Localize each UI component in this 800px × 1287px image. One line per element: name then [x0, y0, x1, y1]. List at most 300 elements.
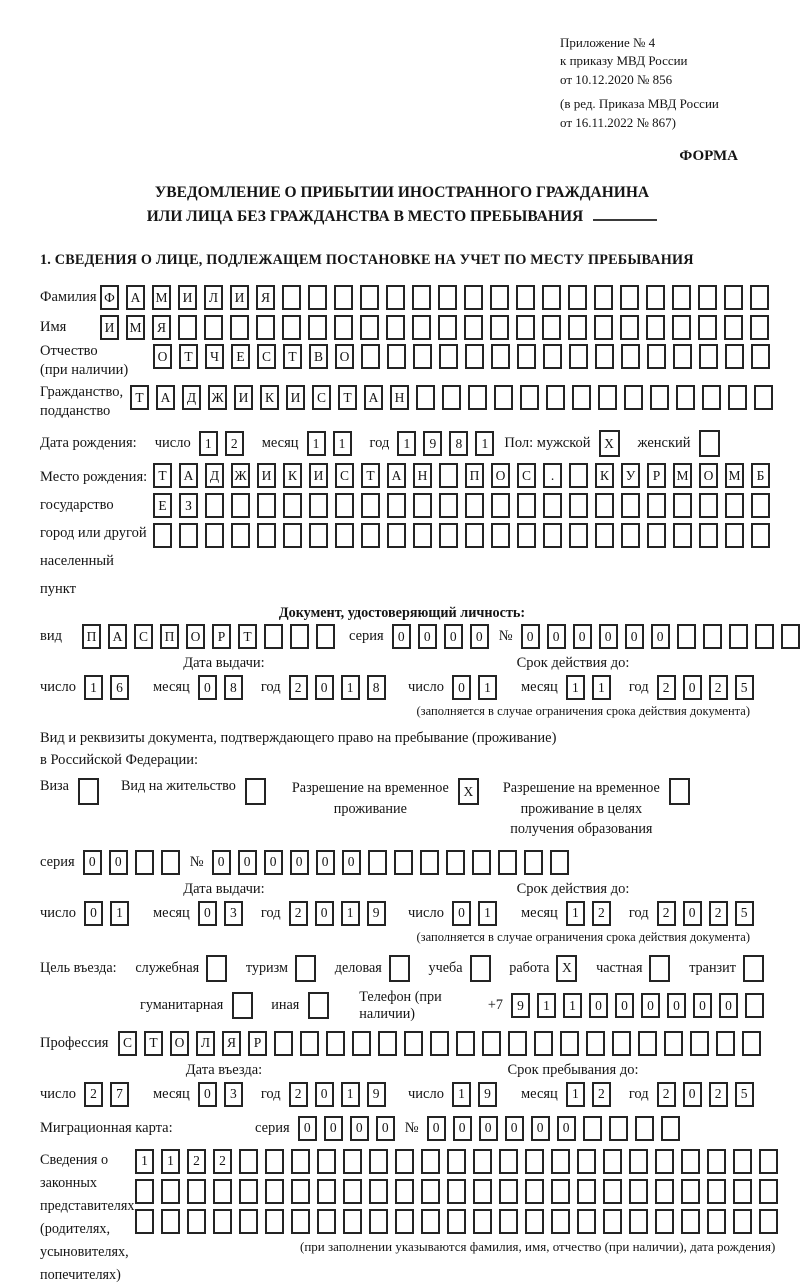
- char-cell[interactable]: [283, 523, 302, 548]
- char-cell[interactable]: [569, 344, 588, 369]
- residence-permit-checkbox[interactable]: [245, 778, 266, 805]
- char-cell[interactable]: 1: [84, 675, 103, 700]
- char-cell[interactable]: [543, 523, 562, 548]
- char-cell[interactable]: 0: [324, 1116, 343, 1141]
- char-cell[interactable]: [446, 850, 465, 875]
- char-cell[interactable]: 0: [315, 901, 334, 926]
- char-cell[interactable]: [308, 315, 327, 340]
- char-cell[interactable]: [352, 1031, 371, 1056]
- char-cell[interactable]: П: [82, 624, 101, 649]
- char-cell[interactable]: [781, 624, 800, 649]
- char-cell[interactable]: [755, 624, 774, 649]
- char-cell[interactable]: [465, 493, 484, 518]
- char-cell[interactable]: [577, 1149, 596, 1174]
- char-cell[interactable]: 0: [667, 993, 686, 1018]
- char-cell[interactable]: 0: [589, 993, 608, 1018]
- purpose-other-checkbox[interactable]: [308, 992, 329, 1019]
- char-cell[interactable]: [517, 344, 536, 369]
- char-cell[interactable]: [412, 315, 431, 340]
- char-cell[interactable]: [439, 493, 458, 518]
- char-cell[interactable]: И: [234, 385, 253, 410]
- char-cell[interactable]: У: [621, 463, 640, 488]
- char-cell[interactable]: 2: [657, 1082, 676, 1107]
- char-cell[interactable]: [525, 1209, 544, 1234]
- char-cell[interactable]: [716, 1031, 735, 1056]
- char-cell[interactable]: 1: [566, 901, 585, 926]
- char-cell[interactable]: 0: [719, 993, 738, 1018]
- char-cell[interactable]: 3: [224, 901, 243, 926]
- char-cell[interactable]: [360, 285, 379, 310]
- char-cell[interactable]: [646, 285, 665, 310]
- char-cell[interactable]: 0: [651, 624, 670, 649]
- char-cell[interactable]: [421, 1179, 440, 1204]
- char-cell[interactable]: 9: [511, 993, 530, 1018]
- char-cell[interactable]: О: [491, 463, 510, 488]
- char-cell[interactable]: Р: [647, 463, 666, 488]
- char-cell[interactable]: [621, 493, 640, 518]
- char-cell[interactable]: А: [387, 463, 406, 488]
- char-cell[interactable]: [681, 1179, 700, 1204]
- char-cell[interactable]: [702, 385, 721, 410]
- char-cell[interactable]: Т: [179, 344, 198, 369]
- char-cell[interactable]: 2: [289, 1082, 308, 1107]
- char-cell[interactable]: [438, 315, 457, 340]
- char-cell[interactable]: 1: [110, 901, 129, 926]
- char-cell[interactable]: Я: [222, 1031, 241, 1056]
- char-cell[interactable]: [745, 993, 764, 1018]
- char-cell[interactable]: [681, 1209, 700, 1234]
- char-cell[interactable]: [546, 385, 565, 410]
- char-cell[interactable]: [534, 1031, 553, 1056]
- char-cell[interactable]: И: [100, 315, 119, 340]
- char-cell[interactable]: [447, 1209, 466, 1234]
- char-cell[interactable]: [594, 315, 613, 340]
- char-cell[interactable]: [742, 1031, 761, 1056]
- char-cell[interactable]: И: [257, 463, 276, 488]
- char-cell[interactable]: А: [108, 624, 127, 649]
- char-cell[interactable]: 1: [452, 1082, 471, 1107]
- char-cell[interactable]: [673, 523, 692, 548]
- char-cell[interactable]: [421, 1149, 440, 1174]
- char-cell[interactable]: 1: [135, 1149, 154, 1174]
- char-cell[interactable]: [368, 850, 387, 875]
- char-cell[interactable]: [569, 493, 588, 518]
- char-cell[interactable]: 2: [657, 675, 676, 700]
- char-cell[interactable]: [647, 523, 666, 548]
- char-cell[interactable]: [707, 1209, 726, 1234]
- char-cell[interactable]: [416, 385, 435, 410]
- char-cell[interactable]: [733, 1209, 752, 1234]
- char-cell[interactable]: [568, 285, 587, 310]
- char-cell[interactable]: [698, 315, 717, 340]
- char-cell[interactable]: [499, 1149, 518, 1174]
- char-cell[interactable]: [265, 1179, 284, 1204]
- char-cell[interactable]: [369, 1209, 388, 1234]
- char-cell[interactable]: [673, 344, 692, 369]
- char-cell[interactable]: [733, 1179, 752, 1204]
- char-cell[interactable]: [439, 344, 458, 369]
- char-cell[interactable]: 0: [599, 624, 618, 649]
- char-cell[interactable]: [291, 1149, 310, 1174]
- char-cell[interactable]: [179, 523, 198, 548]
- char-cell[interactable]: [386, 285, 405, 310]
- char-cell[interactable]: [750, 285, 769, 310]
- char-cell[interactable]: З: [179, 493, 198, 518]
- char-cell[interactable]: [335, 493, 354, 518]
- char-cell[interactable]: [447, 1179, 466, 1204]
- char-cell[interactable]: [759, 1149, 778, 1174]
- char-cell[interactable]: [577, 1209, 596, 1234]
- char-cell[interactable]: [135, 1179, 154, 1204]
- char-cell[interactable]: [265, 1149, 284, 1174]
- char-cell[interactable]: О: [186, 624, 205, 649]
- char-cell[interactable]: В: [309, 344, 328, 369]
- char-cell[interactable]: [725, 493, 744, 518]
- char-cell[interactable]: [361, 523, 380, 548]
- char-cell[interactable]: 0: [418, 624, 437, 649]
- char-cell[interactable]: [412, 285, 431, 310]
- char-cell[interactable]: 0: [693, 993, 712, 1018]
- char-cell[interactable]: [335, 523, 354, 548]
- char-cell[interactable]: [334, 315, 353, 340]
- char-cell[interactable]: 0: [376, 1116, 395, 1141]
- char-cell[interactable]: Ч: [205, 344, 224, 369]
- female-checkbox[interactable]: [699, 430, 720, 457]
- char-cell[interactable]: Т: [283, 344, 302, 369]
- char-cell[interactable]: [569, 523, 588, 548]
- char-cell[interactable]: 0: [350, 1116, 369, 1141]
- char-cell[interactable]: [516, 315, 535, 340]
- char-cell[interactable]: Н: [413, 463, 432, 488]
- char-cell[interactable]: [672, 285, 691, 310]
- char-cell[interactable]: [343, 1209, 362, 1234]
- char-cell[interactable]: [516, 285, 535, 310]
- char-cell[interactable]: 2: [225, 431, 244, 456]
- male-checkbox[interactable]: X: [599, 430, 620, 457]
- char-cell[interactable]: [291, 1209, 310, 1234]
- char-cell[interactable]: [161, 1179, 180, 1204]
- char-cell[interactable]: Л: [196, 1031, 215, 1056]
- char-cell[interactable]: 0: [453, 1116, 472, 1141]
- char-cell[interactable]: [204, 315, 223, 340]
- char-cell[interactable]: [676, 385, 695, 410]
- char-cell[interactable]: 0: [342, 850, 361, 875]
- char-cell[interactable]: [282, 285, 301, 310]
- char-cell[interactable]: Я: [152, 315, 171, 340]
- char-cell[interactable]: [153, 523, 172, 548]
- char-cell[interactable]: [413, 344, 432, 369]
- char-cell[interactable]: [603, 1149, 622, 1174]
- char-cell[interactable]: 0: [315, 675, 334, 700]
- char-cell[interactable]: 0: [427, 1116, 446, 1141]
- char-cell[interactable]: [257, 523, 276, 548]
- char-cell[interactable]: 1: [341, 901, 360, 926]
- purpose-official-checkbox[interactable]: [206, 955, 227, 982]
- char-cell[interactable]: [187, 1179, 206, 1204]
- char-cell[interactable]: [629, 1209, 648, 1234]
- char-cell[interactable]: [594, 285, 613, 310]
- char-cell[interactable]: 0: [505, 1116, 524, 1141]
- char-cell[interactable]: 0: [109, 850, 128, 875]
- char-cell[interactable]: 2: [592, 1082, 611, 1107]
- char-cell[interactable]: [568, 315, 587, 340]
- char-cell[interactable]: [420, 850, 439, 875]
- char-cell[interactable]: А: [179, 463, 198, 488]
- char-cell[interactable]: [394, 850, 413, 875]
- char-cell[interactable]: 0: [198, 1082, 217, 1107]
- char-cell[interactable]: [603, 1209, 622, 1234]
- char-cell[interactable]: [290, 624, 309, 649]
- char-cell[interactable]: [520, 385, 539, 410]
- char-cell[interactable]: [361, 344, 380, 369]
- char-cell[interactable]: [494, 385, 513, 410]
- char-cell[interactable]: [491, 493, 510, 518]
- char-cell[interactable]: М: [673, 463, 692, 488]
- char-cell[interactable]: Ж: [208, 385, 227, 410]
- char-cell[interactable]: 5: [735, 675, 754, 700]
- char-cell[interactable]: 2: [84, 1082, 103, 1107]
- char-cell[interactable]: [421, 1209, 440, 1234]
- char-cell[interactable]: [264, 624, 283, 649]
- char-cell[interactable]: [681, 1149, 700, 1174]
- char-cell[interactable]: [317, 1149, 336, 1174]
- char-cell[interactable]: [647, 344, 666, 369]
- char-cell[interactable]: 0: [683, 901, 702, 926]
- char-cell[interactable]: [650, 385, 669, 410]
- char-cell[interactable]: Л: [204, 285, 223, 310]
- char-cell[interactable]: 0: [573, 624, 592, 649]
- purpose-transit-checkbox[interactable]: [743, 955, 764, 982]
- char-cell[interactable]: 2: [289, 675, 308, 700]
- char-cell[interactable]: О: [699, 463, 718, 488]
- char-cell[interactable]: [161, 850, 180, 875]
- char-cell[interactable]: [387, 344, 406, 369]
- char-cell[interactable]: [447, 1149, 466, 1174]
- char-cell[interactable]: [265, 1209, 284, 1234]
- char-cell[interactable]: [482, 1031, 501, 1056]
- char-cell[interactable]: Т: [130, 385, 149, 410]
- char-cell[interactable]: [624, 385, 643, 410]
- char-cell[interactable]: [282, 315, 301, 340]
- char-cell[interactable]: 8: [224, 675, 243, 700]
- char-cell[interactable]: [703, 624, 722, 649]
- char-cell[interactable]: 9: [367, 901, 386, 926]
- char-cell[interactable]: [690, 1031, 709, 1056]
- char-cell[interactable]: 1: [537, 993, 556, 1018]
- char-cell[interactable]: [316, 624, 335, 649]
- temp-residence-checkbox[interactable]: X: [458, 778, 479, 805]
- char-cell[interactable]: [439, 463, 458, 488]
- char-cell[interactable]: [586, 1031, 605, 1056]
- char-cell[interactable]: 0: [444, 624, 463, 649]
- char-cell[interactable]: [620, 315, 639, 340]
- char-cell[interactable]: И: [309, 463, 328, 488]
- char-cell[interactable]: [378, 1031, 397, 1056]
- char-cell[interactable]: [468, 385, 487, 410]
- char-cell[interactable]: [603, 1179, 622, 1204]
- char-cell[interactable]: 0: [479, 1116, 498, 1141]
- char-cell[interactable]: [759, 1179, 778, 1204]
- char-cell[interactable]: [361, 493, 380, 518]
- purpose-study-checkbox[interactable]: [470, 955, 491, 982]
- char-cell[interactable]: [213, 1209, 232, 1234]
- char-cell[interactable]: [465, 523, 484, 548]
- char-cell[interactable]: А: [364, 385, 383, 410]
- purpose-humanitarian-checkbox[interactable]: [232, 992, 253, 1019]
- char-cell[interactable]: [543, 493, 562, 518]
- char-cell[interactable]: [751, 493, 770, 518]
- char-cell[interactable]: И: [178, 285, 197, 310]
- char-cell[interactable]: [239, 1149, 258, 1174]
- char-cell[interactable]: [677, 624, 696, 649]
- char-cell[interactable]: [638, 1031, 657, 1056]
- char-cell[interactable]: [472, 850, 491, 875]
- char-cell[interactable]: 1: [161, 1149, 180, 1174]
- char-cell[interactable]: Ф: [100, 285, 119, 310]
- char-cell[interactable]: [387, 523, 406, 548]
- char-cell[interactable]: [699, 523, 718, 548]
- char-cell[interactable]: [498, 850, 517, 875]
- char-cell[interactable]: [621, 344, 640, 369]
- char-cell[interactable]: [178, 315, 197, 340]
- char-cell[interactable]: .: [543, 463, 562, 488]
- char-cell[interactable]: К: [283, 463, 302, 488]
- purpose-work-checkbox[interactable]: X: [556, 955, 577, 982]
- char-cell[interactable]: [456, 1031, 475, 1056]
- purpose-business-checkbox[interactable]: [389, 955, 410, 982]
- char-cell[interactable]: Т: [338, 385, 357, 410]
- char-cell[interactable]: [395, 1149, 414, 1174]
- char-cell[interactable]: [661, 1116, 680, 1141]
- char-cell[interactable]: [560, 1031, 579, 1056]
- char-cell[interactable]: 0: [83, 850, 102, 875]
- char-cell[interactable]: [300, 1031, 319, 1056]
- char-cell[interactable]: 1: [566, 1082, 585, 1107]
- char-cell[interactable]: [257, 493, 276, 518]
- char-cell[interactable]: [135, 850, 154, 875]
- char-cell[interactable]: 5: [735, 1082, 754, 1107]
- char-cell[interactable]: [572, 385, 591, 410]
- char-cell[interactable]: [551, 1149, 570, 1174]
- visa-checkbox[interactable]: [78, 778, 99, 805]
- char-cell[interactable]: [517, 493, 536, 518]
- char-cell[interactable]: [673, 493, 692, 518]
- char-cell[interactable]: [508, 1031, 527, 1056]
- char-cell[interactable]: [326, 1031, 345, 1056]
- char-cell[interactable]: 1: [341, 675, 360, 700]
- char-cell[interactable]: [595, 344, 614, 369]
- char-cell[interactable]: [308, 285, 327, 310]
- char-cell[interactable]: [309, 493, 328, 518]
- char-cell[interactable]: А: [126, 285, 145, 310]
- char-cell[interactable]: [187, 1209, 206, 1234]
- char-cell[interactable]: 6: [110, 675, 129, 700]
- char-cell[interactable]: [464, 285, 483, 310]
- char-cell[interactable]: Т: [153, 463, 172, 488]
- char-cell[interactable]: О: [335, 344, 354, 369]
- char-cell[interactable]: [334, 285, 353, 310]
- char-cell[interactable]: [413, 493, 432, 518]
- char-cell[interactable]: [583, 1116, 602, 1141]
- char-cell[interactable]: [490, 285, 509, 310]
- char-cell[interactable]: Д: [182, 385, 201, 410]
- char-cell[interactable]: [135, 1209, 154, 1234]
- char-cell[interactable]: [404, 1031, 423, 1056]
- char-cell[interactable]: [551, 1179, 570, 1204]
- char-cell[interactable]: [464, 315, 483, 340]
- char-cell[interactable]: [231, 493, 250, 518]
- char-cell[interactable]: Я: [256, 285, 275, 310]
- char-cell[interactable]: П: [465, 463, 484, 488]
- char-cell[interactable]: 0: [470, 624, 489, 649]
- char-cell[interactable]: [317, 1209, 336, 1234]
- char-cell[interactable]: [698, 285, 717, 310]
- char-cell[interactable]: [491, 523, 510, 548]
- purpose-private-checkbox[interactable]: [649, 955, 670, 982]
- char-cell[interactable]: [551, 1209, 570, 1234]
- char-cell[interactable]: [754, 385, 773, 410]
- char-cell[interactable]: [490, 315, 509, 340]
- char-cell[interactable]: [473, 1149, 492, 1174]
- char-cell[interactable]: С: [257, 344, 276, 369]
- char-cell[interactable]: М: [126, 315, 145, 340]
- char-cell[interactable]: С: [118, 1031, 137, 1056]
- char-cell[interactable]: [274, 1031, 293, 1056]
- char-cell[interactable]: [499, 1179, 518, 1204]
- char-cell[interactable]: С: [335, 463, 354, 488]
- char-cell[interactable]: [725, 523, 744, 548]
- char-cell[interactable]: 8: [367, 675, 386, 700]
- char-cell[interactable]: [291, 1179, 310, 1204]
- char-cell[interactable]: [620, 285, 639, 310]
- char-cell[interactable]: [750, 315, 769, 340]
- char-cell[interactable]: [664, 1031, 683, 1056]
- char-cell[interactable]: 2: [187, 1149, 206, 1174]
- char-cell[interactable]: [439, 523, 458, 548]
- char-cell[interactable]: 1: [475, 431, 494, 456]
- char-cell[interactable]: [707, 1149, 726, 1174]
- char-cell[interactable]: [525, 1149, 544, 1174]
- char-cell[interactable]: [317, 1179, 336, 1204]
- char-cell[interactable]: [309, 523, 328, 548]
- char-cell[interactable]: 1: [478, 901, 497, 926]
- char-cell[interactable]: 9: [478, 1082, 497, 1107]
- char-cell[interactable]: [387, 493, 406, 518]
- char-cell[interactable]: [728, 385, 747, 410]
- char-cell[interactable]: [699, 344, 718, 369]
- char-cell[interactable]: С: [517, 463, 536, 488]
- char-cell[interactable]: О: [170, 1031, 189, 1056]
- char-cell[interactable]: К: [260, 385, 279, 410]
- char-cell[interactable]: [205, 523, 224, 548]
- char-cell[interactable]: [647, 493, 666, 518]
- title-blank-line[interactable]: [593, 206, 657, 221]
- char-cell[interactable]: [629, 1149, 648, 1174]
- char-cell[interactable]: М: [152, 285, 171, 310]
- char-cell[interactable]: 1: [478, 675, 497, 700]
- char-cell[interactable]: [751, 344, 770, 369]
- char-cell[interactable]: [629, 1179, 648, 1204]
- char-cell[interactable]: 9: [423, 431, 442, 456]
- char-cell[interactable]: [569, 463, 588, 488]
- purpose-tourism-checkbox[interactable]: [295, 955, 316, 982]
- char-cell[interactable]: [655, 1149, 674, 1174]
- char-cell[interactable]: [369, 1149, 388, 1174]
- char-cell[interactable]: С: [312, 385, 331, 410]
- char-cell[interactable]: [635, 1116, 654, 1141]
- char-cell[interactable]: 0: [547, 624, 566, 649]
- char-cell[interactable]: 0: [625, 624, 644, 649]
